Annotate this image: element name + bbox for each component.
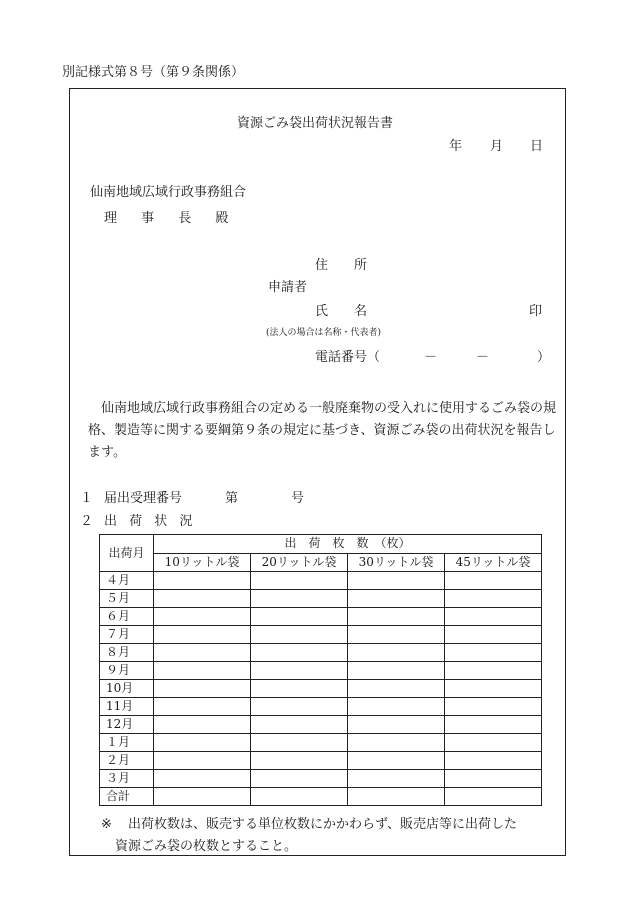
count-cell[interactable] [154,734,251,752]
count-cell[interactable] [154,572,251,590]
count-cell[interactable] [445,608,542,626]
month-cell: 11月 [100,698,154,716]
count-cell[interactable] [348,644,445,662]
form-number-label: 別記様式第８号（第９条関係） [62,65,245,80]
count-cell[interactable] [348,608,445,626]
count-cell[interactable] [348,770,445,788]
count-cell[interactable] [445,662,542,680]
count-cell[interactable] [154,608,251,626]
report-statement: 仙南地域広域行政事務組合の定める一般廃棄物の受入れに使用するごみ袋の規格、製造等に関する要綱第９条の規定に基づき、資源ごみ袋の出荷状況を報告します。 [88,401,557,460]
note-line-1: 出荷枚数は、販売する単位枚数にかかわらず、販売店等に出荷した [128,817,517,832]
count-cell[interactable] [251,662,348,680]
month-cell: ９月 [100,662,154,680]
count-header: 出 荷 枚 数 （枚） [154,535,542,554]
shipment-table [99,534,542,806]
column-header-30l: 30リットル袋 [348,553,445,572]
count-cell[interactable] [445,770,542,788]
count-cell[interactable] [154,662,251,680]
count-cell[interactable] [251,698,348,716]
count-cell[interactable] [251,752,348,770]
item-2-label: 出 荷 状 況 [104,514,197,529]
table-row [100,644,542,662]
table-row [100,590,542,608]
count-cell[interactable] [445,680,542,698]
addressee-title: 理 事 長 殿 [104,211,239,226]
count-cell[interactable] [348,662,445,680]
column-header-10l: 10リットル袋 [154,553,251,572]
table-row [100,608,542,626]
month-cell: 12月 [100,716,154,734]
table-row [100,572,542,590]
phone-close: ） [537,350,551,365]
month-cell: ２月 [100,752,154,770]
corporation-note: (法人の場合は名称・代表者) [266,328,382,338]
month-cell: ３月 [100,770,154,788]
count-cell[interactable] [348,734,445,752]
count-cell[interactable] [251,608,348,626]
count-cell[interactable] [154,752,251,770]
table-row [100,626,542,644]
item-1-dai: 第 [225,491,239,506]
month-cell: ４月 [100,572,154,590]
count-cell[interactable] [251,716,348,734]
phone-dash-1: － [424,350,438,365]
note-mark: ※ [101,817,112,832]
count-cell[interactable] [154,716,251,734]
count-cell[interactable] [445,698,542,716]
address-label: 住 所 [315,258,368,273]
seal-label: 印 [529,304,543,319]
count-cell[interactable] [445,644,542,662]
count-cell[interactable] [348,590,445,608]
month-cell: 合計 [100,788,154,806]
month-cell: ６月 [100,608,154,626]
count-cell[interactable] [251,626,348,644]
month-cell: １月 [100,734,154,752]
month-cell: ５月 [100,590,154,608]
count-cell[interactable] [348,752,445,770]
date-month-label: 月 [490,139,504,154]
count-cell[interactable] [251,590,348,608]
count-cell[interactable] [154,590,251,608]
count-cell[interactable] [445,734,542,752]
column-header-20l: 20リットル袋 [251,553,348,572]
table-row [100,680,542,698]
count-cell[interactable] [154,698,251,716]
note-line-2: 資源ごみ袋の枚数とすること。 [115,839,298,854]
month-header: 出荷月 [100,535,154,572]
count-cell[interactable] [348,716,445,734]
count-cell[interactable] [445,626,542,644]
phone-label: 電話番号（ [315,350,381,365]
table-row [100,788,542,806]
count-cell[interactable] [154,644,251,662]
item-2-number: ２ [80,514,94,529]
count-cell[interactable] [154,680,251,698]
count-cell[interactable] [251,572,348,590]
table-row [100,662,542,680]
count-cell[interactable] [445,716,542,734]
count-cell[interactable] [154,788,251,806]
table-row [100,734,542,752]
table-row [100,770,542,788]
count-cell[interactable] [154,626,251,644]
document-title: 資源ごみ袋出荷状況報告書 [236,116,393,131]
item-1-label: 届出受理番号 [104,491,183,506]
count-cell[interactable] [445,572,542,590]
applicant-label: 申請者 [268,280,308,295]
table-row [100,698,542,716]
count-cell[interactable] [348,572,445,590]
count-cell[interactable] [348,626,445,644]
count-cell[interactable] [445,788,542,806]
item-1-go: 号 [291,491,305,506]
column-header-45l: 45リットル袋 [445,553,542,572]
date-year-label: 年 [449,139,463,154]
count-cell[interactable] [251,770,348,788]
addressee: 仙南地域広域行政事務組合 [90,185,247,200]
name-label: 氏 名 [315,304,368,319]
table-row [100,752,542,770]
count-cell[interactable] [251,644,348,662]
count-cell[interactable] [445,590,542,608]
count-cell[interactable] [348,680,445,698]
count-cell[interactable] [154,770,251,788]
phone-dash-2: － [476,350,490,365]
date-day-label: 日 [530,139,544,154]
month-cell: ７月 [100,626,154,644]
count-cell[interactable] [251,734,348,752]
table-row [100,716,542,734]
item-1-number: １ [80,491,94,506]
count-cell[interactable] [251,680,348,698]
count-cell[interactable] [445,752,542,770]
count-cell[interactable] [348,698,445,716]
count-cell[interactable] [348,788,445,806]
count-cell[interactable] [251,788,348,806]
month-cell: ８月 [100,644,154,662]
month-cell: 10月 [100,680,154,698]
